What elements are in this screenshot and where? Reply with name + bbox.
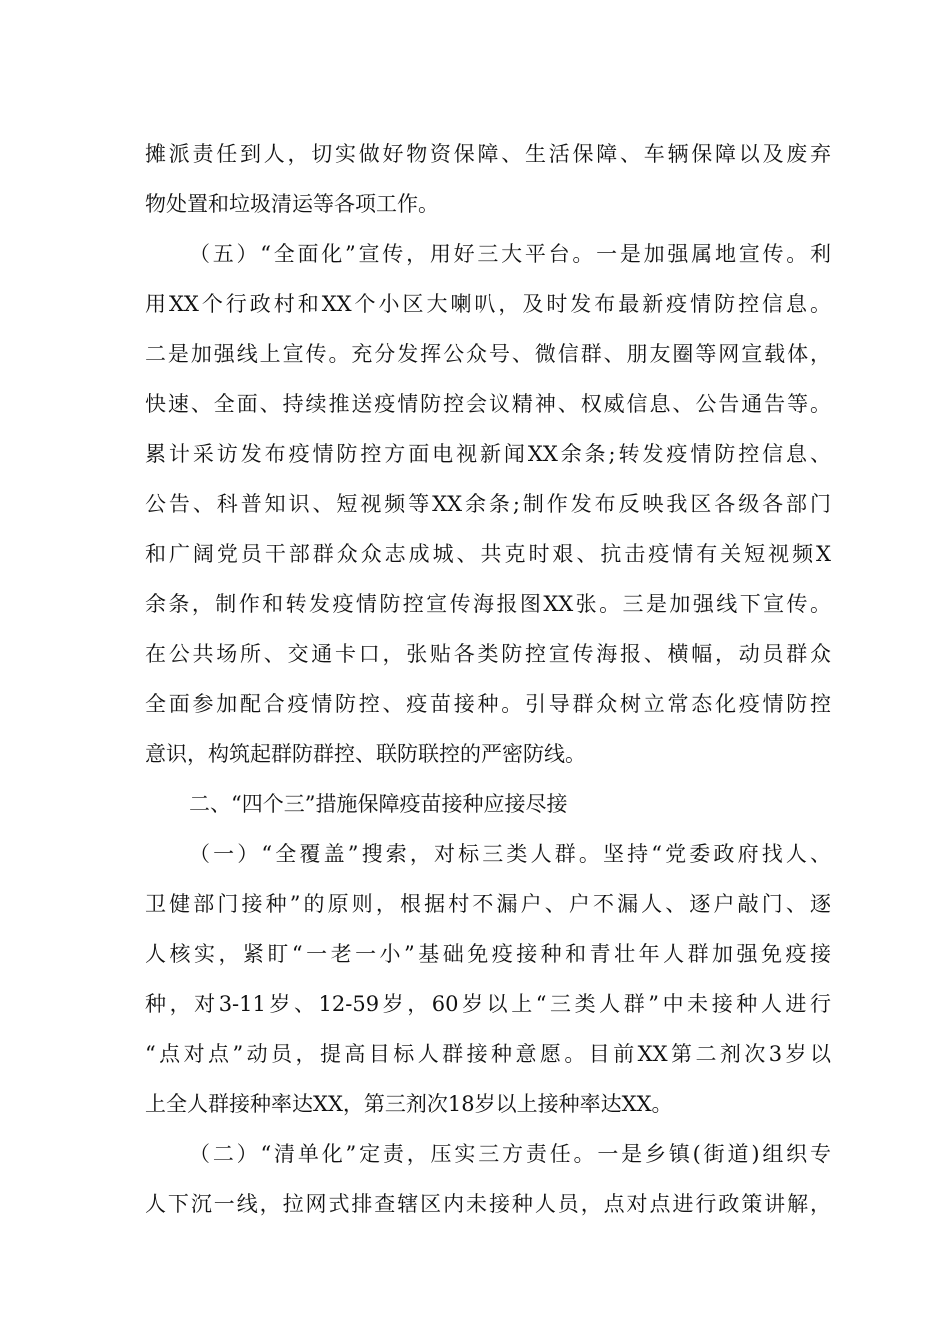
paragraph-line: “点对点”动员，提高目标人群接种意愿。目前XX第二剂次3岁以 — [145, 1042, 831, 1066]
paragraph-line: 快速、全面、持续推送疫情防控会议精神、权威信息、公告通告等。 — [145, 392, 831, 416]
paragraph-line: （一）“全覆盖”搜索，对标三类人群。坚持“党委政府找人、 — [189, 842, 831, 866]
paragraph-line: 全面参加配合疫情防控、疫苗接种。引导群众树立常态化疫情防控 — [145, 692, 831, 716]
paragraph-line: 摊派责任到人，切实做好物资保障、生活保障、车辆保障以及废弃 — [145, 142, 831, 166]
paragraph-line: （五）“全面化”宣传，用好三大平台。一是加强属地宣传。利 — [189, 242, 831, 266]
section-heading: 二、“四个三”措施保障疫苗接种应接尽接 — [189, 792, 568, 816]
document-body — [145, 129, 831, 1229]
paragraph-line: 余条，制作和转发疫情防控宣传海报图XX张。三是加强线下宣传。 — [145, 592, 831, 616]
paragraph-line: 在公共场所、交通卡口，张贴各类防控宣传海报、横幅，动员群众 — [145, 642, 831, 666]
paragraph-line: 公告、科普知识、短视频等XX余条;制作发布反映我区各级各部门 — [145, 492, 831, 516]
paragraph-line: 人下沉一线，拉网式排查辖区内未接种人员，点对点进行政策讲解， — [145, 1192, 831, 1216]
paragraph-line: （二）“清单化”定责，压实三方责任。一是乡镇(街道)组织专 — [189, 1142, 831, 1166]
paragraph-line: 意识，构筑起群防群控、联防联控的严密防线。 — [145, 742, 586, 766]
paragraph-line: 物处置和垃圾清运等各项工作。 — [145, 192, 439, 216]
paragraph-line: 和广阔党员干部群众众志成城、共克时艰、抗击疫情有关短视频X — [145, 542, 831, 566]
paragraph-line: 种，对3-11岁、12-59岁，60岁以上“三类人群”中未接种人进行 — [145, 992, 831, 1016]
paragraph-line: 上全人群接种率达XX，第三剂次18岁以上接种率达XX。 — [145, 1092, 673, 1116]
paragraph-line: 用XX个行政村和XX个小区大喇叭，及时发布最新疫情防控信息。 — [145, 292, 831, 316]
paragraph-line: 卫健部门接种”的原则，根据村不漏户、户不漏人、逐户敲门、逐 — [145, 892, 831, 916]
paragraph-line: 累计采访发布疫情防控方面电视新闻XX余条;转发疫情防控信息、 — [145, 442, 831, 466]
paragraph-line: 人核实，紧盯“一老一小”基础免疫接种和青壮年人群加强免疫接 — [145, 942, 831, 966]
paragraph-line: 二是加强线上宣传。充分发挥公众号、微信群、朋友圈等网宣载体， — [145, 342, 831, 366]
